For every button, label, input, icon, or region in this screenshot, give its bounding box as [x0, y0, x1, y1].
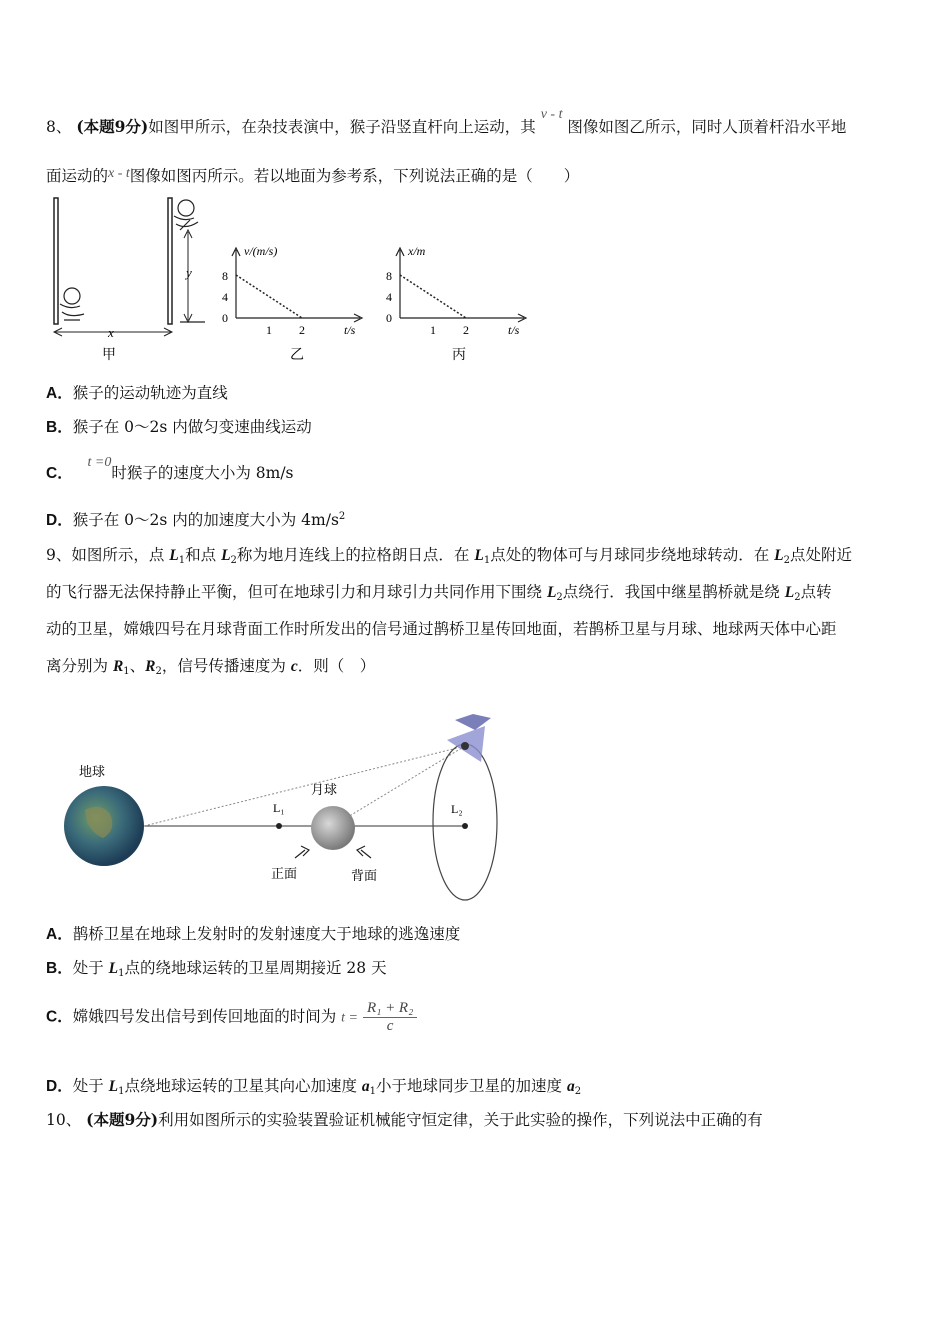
fig-L1-label: L₁ — [273, 801, 285, 815]
bing-tick-8: 8 — [386, 269, 392, 283]
yi-tick-8: 8 — [222, 269, 228, 283]
q9-optc-t: t = — [341, 1010, 358, 1026]
bing-tick-2: 2 — [463, 323, 469, 337]
fig-moon-label: 月球 — [311, 782, 338, 797]
q8-option-d: D．猴子在 0～2s 内的加速度大小为 $4m/s^2$ — [46, 511, 346, 529]
q8-line2: 面运动的x - t图像如图丙所示。若以地面为参考系，下列说法正确的是（ ） — [46, 166, 580, 185]
bing-tlabel: t/s — [508, 323, 520, 337]
yi-tick-2: 2 — [299, 323, 305, 337]
label-x: x — [108, 325, 114, 340]
yi-tick-1: 1 — [266, 323, 272, 337]
q9-option-b: B．处于 $L_1$点的绕地球运转的卫星周期接近 28 天 — [46, 959, 387, 979]
satellite-icon — [447, 714, 491, 762]
fig-earth-label: 地球 — [79, 764, 106, 779]
q10-line1: 10、 (本题9分)利用如图所示的实验装置验证机械能守恒定律，关于此实验的操作，下列说法中正确的有 — [46, 1110, 763, 1129]
bing-tick-4: 4 — [386, 290, 392, 304]
bing-ylabel: x/m — [408, 244, 426, 258]
yi-tick-4: 4 — [222, 290, 228, 304]
q9-line3: 动的卫星，嫦娥四号在月球背面工作时所发出的信号通过鹊桥卫星传回地面，若鹊桥卫星与月球、地球两天体中心距 — [46, 620, 837, 638]
yi-tlabel: t/s — [344, 323, 356, 337]
bing-tick-1: 1 — [430, 323, 436, 337]
q8-vt-math: v - t — [540, 107, 563, 122]
moon-icon — [311, 806, 355, 850]
q9-option-c: C．嫦娥四号发出信号到传回地面的时间为 t = $\frac{\text{R₁ + R₂}}{c}$ — [46, 1000, 417, 1035]
q8-line1: 8、 (本题9分)如图甲所示，在杂技表演中，猴子沿竖直杆向上运动，其 v - t 图像如图乙所示，同时人顶着杆沿水平地 — [46, 107, 847, 136]
q9-line4: 离分别为 $R_1$、$R_2$，信号传播速度为 c．则（ ） — [46, 657, 376, 677]
monkey-right-icon — [174, 200, 198, 230]
q9-option-a: A．鹊桥卫星在地球上发射时的发射速度大于地球的逃逸速度 — [46, 925, 461, 943]
q9-line1: 9、如图所示，点 $L_1$和点 $L_2$称为地月连线上的拉格朗日点．在 $L_1$点处的物体可与月球同步绕地球转动．在 $L_2$点处附近 — [46, 546, 852, 566]
q9-optc-fraction: $\frac{\text{R₁ + R₂}}{c}$ — [363, 1000, 417, 1035]
figure-jia — [54, 198, 205, 336]
label-yi: 乙 — [290, 348, 304, 363]
label-bing: 丙 — [452, 348, 466, 363]
yi-ylabel: v/(m/s) — [244, 244, 278, 258]
fig-front-label: 正面 — [271, 866, 298, 881]
q9-figure — [55, 710, 515, 905]
q8-option-a: A．猴子的运动轨迹为直线 — [46, 384, 228, 402]
figure-yi — [232, 248, 362, 322]
bing-tick-0: 0 — [386, 311, 392, 325]
q8-option-b: B．猴子在 0～2s 内做匀变速曲线运动 — [46, 418, 312, 436]
q9-option-d: D．处于 $L_1$点绕地球运转的卫星其向心加速度 $a_1$小于地球同步卫星的加速度 $a_2$ — [46, 1077, 582, 1097]
q9-line2: 的飞行器无法保持静止平衡，但可在地球引力和月球引力共同作用下围绕 $L_2$点绕行．我国中继星鹊桥就是绕 $L_2$点转 — [46, 583, 832, 603]
monkey-left-icon — [60, 288, 84, 320]
label-jia: 甲 — [102, 348, 116, 363]
q8-option-c: C． t =0时猴子的速度大小为 8m/s — [46, 455, 294, 482]
yi-tick-0: 0 — [222, 311, 228, 325]
label-y: y — [186, 265, 192, 280]
figure-bing — [396, 248, 526, 322]
q8-optc-math: t =0 — [87, 455, 112, 470]
q8-xt-math: x - t — [108, 166, 130, 181]
fig-back-label: 背面 — [351, 868, 378, 883]
q8-figure — [40, 192, 540, 367]
fig-L2-label: L₂ — [451, 802, 463, 816]
